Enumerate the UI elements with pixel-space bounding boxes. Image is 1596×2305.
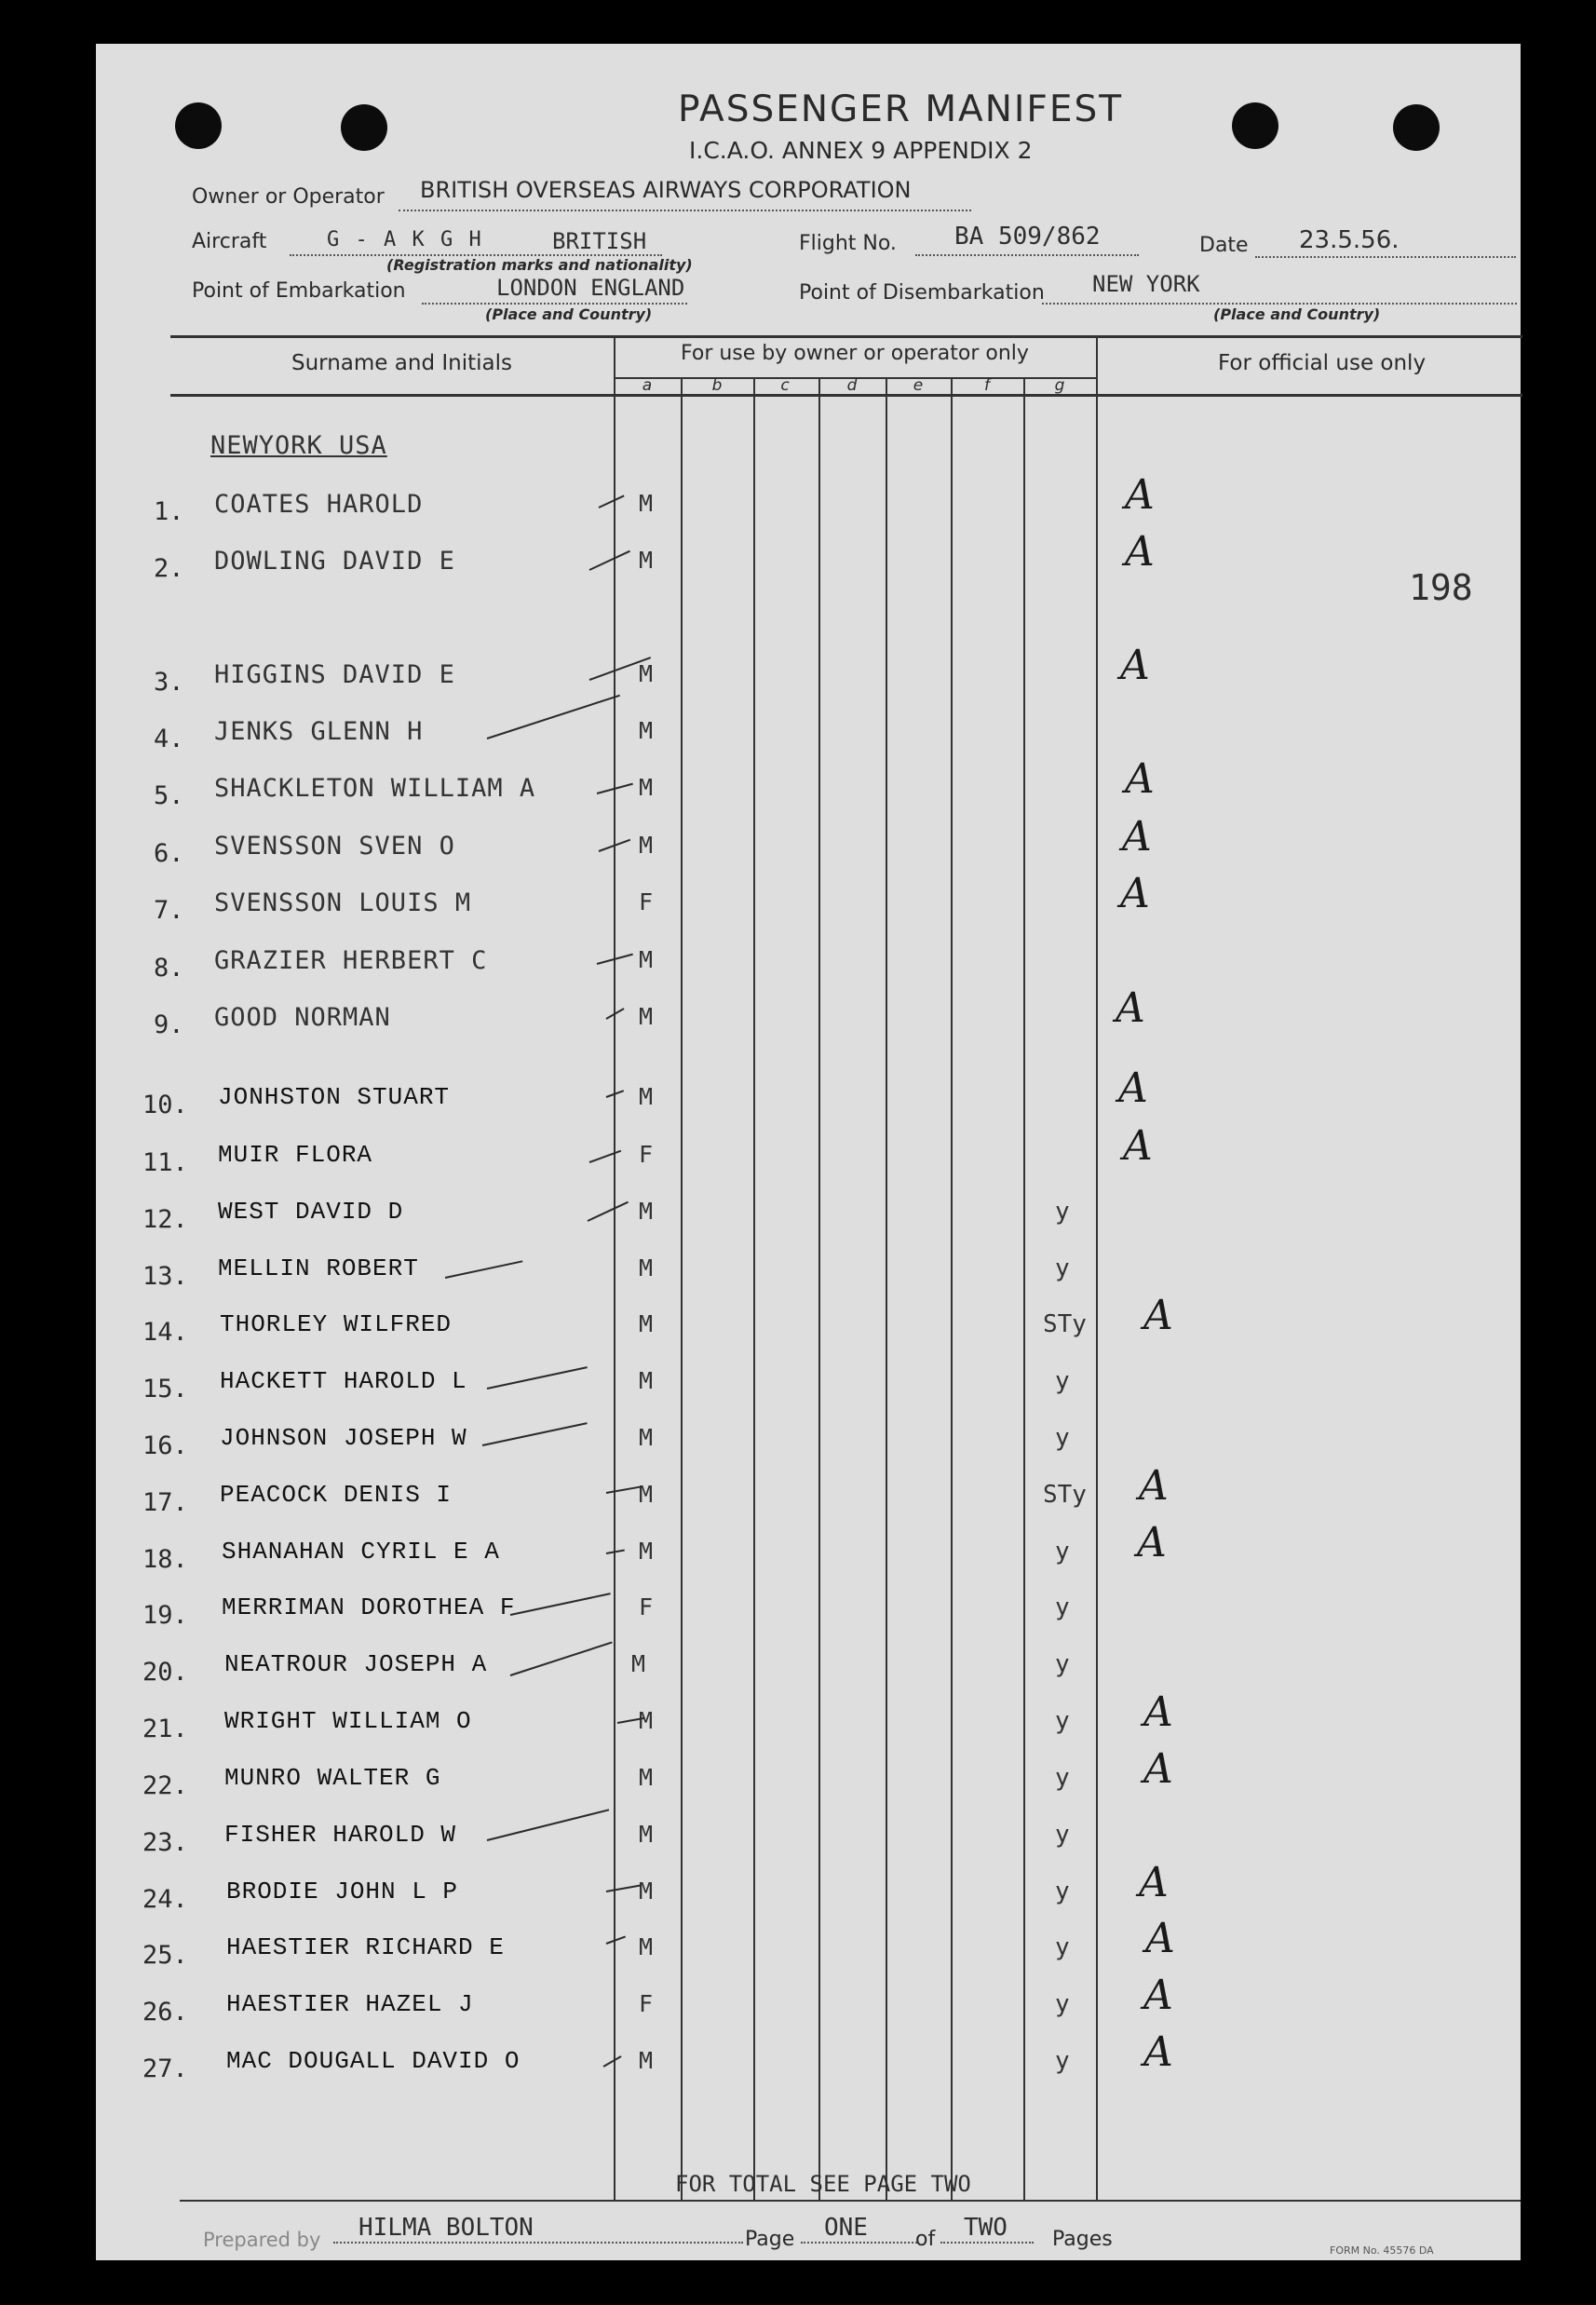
passenger-name: JONHSTON STUART <box>218 1083 451 1111</box>
passenger-sex: M <box>639 660 654 687</box>
row-number: 22. <box>142 1771 188 1800</box>
row-number: 21. <box>142 1715 188 1743</box>
tick-stroke <box>606 1884 642 1892</box>
official-mark: A <box>1137 1519 1167 1566</box>
passenger-name: DOWLING DAVID E <box>214 547 455 576</box>
passenger-sex: M <box>639 1538 654 1565</box>
official-mark: A <box>1125 471 1155 519</box>
tick-stroke <box>487 1809 609 1841</box>
registration-note: (Registration marks and nationality) <box>386 256 693 274</box>
official-mark: A <box>1125 528 1155 576</box>
aircraft-label: Aircraft <box>192 230 267 253</box>
column-g-value: y <box>1055 1593 1070 1621</box>
passenger-name: COATES HAROLD <box>214 490 424 519</box>
passenger-name: SHACKLETON WILLIAM A <box>214 774 536 803</box>
column-g-value: y <box>1055 1821 1070 1849</box>
row-number: 11. <box>142 1148 188 1177</box>
row-number: 15. <box>142 1375 188 1403</box>
column-letter: d <box>846 376 858 395</box>
row-number: 7. <box>154 896 184 925</box>
tick-stroke <box>589 1150 622 1163</box>
nationality-value: BRITISH <box>552 228 647 254</box>
passenger-name: SVENSSON LOUIS M <box>214 888 472 917</box>
passenger-sex: M <box>639 1878 654 1905</box>
manifest-sheet <box>96 44 1521 2260</box>
pages-label: Pages <box>1052 2228 1113 2251</box>
column-divider <box>681 377 683 2200</box>
column-g-value: y <box>1055 1367 1070 1395</box>
date-value: 23.5.56. <box>1299 226 1400 254</box>
column-g-value: y <box>1055 2047 1070 2075</box>
owner-dotted-line <box>399 210 971 211</box>
passenger-name: MUIR FLORA <box>218 1141 373 1169</box>
official-mark: A <box>1139 1462 1169 1510</box>
column-g-value: y <box>1055 1878 1070 1905</box>
passenger-name: WRIGHT WILLIAM O <box>224 1707 472 1735</box>
date-dotted-line <box>1255 256 1516 258</box>
passenger-sex: M <box>639 717 654 744</box>
official-mark: A <box>1120 870 1150 917</box>
embarkation-dotted-line <box>422 303 687 305</box>
sheet-number: 198 <box>1409 567 1473 608</box>
passenger-sex: M <box>639 832 654 859</box>
column-divider <box>818 377 820 2200</box>
passenger-name: BRODIE JOHN L P <box>226 1878 459 1905</box>
passenger-name: GOOD NORMAN <box>214 1003 391 1032</box>
embarkation-value: LONDON ENGLAND <box>496 275 685 301</box>
row-number: 25. <box>142 1941 188 1970</box>
prepared-by-label: Prepared by <box>203 2229 321 2251</box>
official-mark: A <box>1118 1064 1148 1112</box>
tick-stroke <box>487 695 620 739</box>
row-number: 6. <box>154 839 184 868</box>
column-divider <box>1096 335 1098 2200</box>
passenger-sex: M <box>639 1821 654 1848</box>
official-mark: A <box>1143 1745 1173 1793</box>
tick-stroke <box>482 1422 588 1446</box>
passenger-name: PEACOCK DENIS I <box>220 1481 453 1509</box>
tick-stroke <box>487 1366 588 1390</box>
tick-stroke <box>588 1201 629 1222</box>
passenger-sex: M <box>639 1707 654 1734</box>
disembarkation-dotted-line <box>1042 303 1517 305</box>
row-number: 8. <box>154 954 184 983</box>
official-mark: A <box>1123 1122 1153 1170</box>
passenger-sex: M <box>639 946 654 973</box>
column-g-value: y <box>1055 1254 1070 1282</box>
tick-stroke <box>589 550 630 571</box>
footer-rule <box>180 2200 1521 2202</box>
passenger-name: SVENSSON SVEN O <box>214 832 455 861</box>
passenger-sex: M <box>639 1367 654 1394</box>
column-g-value: y <box>1055 1990 1070 2018</box>
page-label: Page <box>745 2228 795 2251</box>
passenger-name: MERRIMAN DOROTHEA F <box>222 1593 516 1621</box>
punch-hole <box>341 104 387 151</box>
row-number: 23. <box>142 1828 188 1857</box>
passenger-name: NEATROUR JOSEPH A <box>224 1650 488 1678</box>
page-dotted-line <box>801 2242 917 2244</box>
passenger-sex: M <box>639 490 654 517</box>
passenger-sex: F <box>639 1593 654 1620</box>
column-g-value: y <box>1055 1707 1070 1735</box>
header-official-use: For official use only <box>1218 351 1427 375</box>
embarkation-label: Point of Embarkation <box>192 279 406 303</box>
row-number: 19. <box>142 1601 188 1630</box>
column-g-value: STy <box>1043 1481 1087 1509</box>
column-g-value: y <box>1055 1424 1070 1452</box>
column-g-value: y <box>1055 1764 1070 1792</box>
column-letter: c <box>780 376 790 395</box>
row-number: 24. <box>142 1885 188 1914</box>
column-g-value: y <box>1055 1650 1070 1678</box>
table-top-rule <box>170 335 1522 338</box>
column-g-value: STy <box>1043 1310 1087 1338</box>
passenger-sex: M <box>639 1198 654 1225</box>
column-divider <box>1023 377 1025 2200</box>
passenger-name: THORLEY WILFRED <box>220 1310 453 1338</box>
passenger-name: HAESTIER RICHARD E <box>226 1933 505 1961</box>
official-mark: A <box>1120 642 1150 689</box>
flight-dotted-line <box>915 254 1139 256</box>
section-heading: NEWYORK USA <box>210 431 387 460</box>
passenger-name: MELLIN ROBERT <box>218 1254 419 1282</box>
row-number: 12. <box>142 1205 188 1234</box>
passenger-name: HAESTIER HAZEL J <box>226 1990 474 2018</box>
passenger-name: MUNRO WALTER G <box>224 1764 441 1792</box>
owner-label: Owner or Operator <box>192 185 385 209</box>
header-surname: Surname and Initials <box>291 351 512 375</box>
official-mark: A <box>1143 1972 1173 2019</box>
row-number: 17. <box>142 1488 188 1517</box>
passenger-sex: M <box>639 547 654 574</box>
passenger-sex: F <box>639 1990 654 2017</box>
passenger-sex: M <box>639 1764 654 1791</box>
column-g-value: y <box>1055 1198 1070 1226</box>
punch-hole <box>175 102 222 149</box>
disembarkation-value: NEW YORK <box>1092 271 1200 297</box>
tick-stroke <box>599 495 625 508</box>
passenger-sex: M <box>639 1481 654 1508</box>
passenger-sex: F <box>639 888 654 915</box>
prepared-by-value: HILMA BOLTON <box>358 2214 534 2242</box>
row-number: 27. <box>142 2054 188 2083</box>
passenger-name: FISHER HAROLD W <box>224 1821 457 1849</box>
row-number: 26. <box>142 1998 188 2027</box>
disembarkation-note: (Place and Country) <box>1213 305 1381 323</box>
column-letter: b <box>711 376 723 395</box>
row-number: 16. <box>142 1431 188 1460</box>
punch-hole <box>1232 102 1278 149</box>
page-value: ONE <box>824 2214 868 2242</box>
of-label: of <box>915 2228 936 2251</box>
official-mark: A <box>1145 1915 1175 1962</box>
column-g-value: y <box>1055 1933 1070 1961</box>
column-divider <box>886 377 887 2200</box>
flight-value: BA 509/862 <box>954 223 1101 251</box>
official-mark: A <box>1143 2028 1173 2076</box>
column-letter: a <box>642 376 653 395</box>
passenger-sex: M <box>631 1650 646 1677</box>
flight-label: Flight No. <box>799 232 897 255</box>
passenger-sex: M <box>639 2047 654 2074</box>
passenger-name: HIGGINS DAVID E <box>214 660 455 689</box>
column-letter: f <box>984 376 990 395</box>
row-number: 10. <box>142 1091 188 1119</box>
total-note: FOR TOTAL SEE PAGE TWO <box>675 2171 971 2197</box>
row-number: 20. <box>142 1658 188 1687</box>
official-mark: A <box>1139 1859 1169 1906</box>
row-number: 1. <box>154 497 184 526</box>
passenger-sex: F <box>639 1141 654 1168</box>
tick-stroke <box>510 1642 613 1676</box>
owner-value: BRITISH OVERSEAS AIRWAYS CORPORATION <box>420 177 912 203</box>
passenger-sex: M <box>639 1424 654 1451</box>
tick-stroke <box>606 1936 626 1945</box>
row-number: 4. <box>154 725 184 753</box>
passenger-name: SHANAHAN CYRIL E A <box>222 1538 500 1566</box>
official-mark: A <box>1143 1688 1173 1736</box>
official-mark: A <box>1125 755 1155 803</box>
official-mark: A <box>1116 984 1145 1032</box>
column-letter: e <box>913 376 924 395</box>
passenger-name: GRAZIER HERBERT C <box>214 946 488 975</box>
embarkation-note: (Place and Country) <box>485 305 653 323</box>
column-g-value: y <box>1055 1538 1070 1566</box>
passenger-sex: M <box>639 1933 654 1960</box>
column-divider <box>614 335 615 2200</box>
tick-stroke <box>445 1260 523 1279</box>
column-letter: g <box>1054 376 1065 395</box>
of-dotted-line <box>940 2242 1034 2244</box>
passenger-sex: M <box>639 1254 654 1281</box>
row-number: 9. <box>154 1010 184 1039</box>
column-divider <box>951 377 953 2200</box>
date-label: Date <box>1199 234 1249 257</box>
of-value: TWO <box>964 2214 1008 2242</box>
passenger-sex: M <box>639 1310 654 1337</box>
punch-hole <box>1393 104 1440 151</box>
passenger-name: JENKS GLENN H <box>214 717 424 746</box>
passenger-name: HACKETT HAROLD L <box>220 1367 467 1395</box>
form-title: PASSENGER MANIFEST <box>678 88 1124 130</box>
passenger-sex: M <box>639 1083 654 1110</box>
form-number: FORM No. 45576 DA <box>1330 2244 1434 2257</box>
row-number: 13. <box>142 1262 188 1291</box>
passenger-name: WEST DAVID D <box>218 1198 404 1226</box>
tick-stroke <box>510 1593 611 1616</box>
passenger-name: MAC DOUGALL DAVID O <box>226 2047 521 2075</box>
disembarkation-label: Point of Disembarkation <box>799 281 1045 305</box>
passenger-sex: M <box>639 774 654 801</box>
header-owner-use: For use by owner or operator only <box>681 342 1029 365</box>
row-number: 18. <box>142 1545 188 1574</box>
row-number: 14. <box>142 1318 188 1347</box>
column-divider <box>753 377 755 2200</box>
row-number: 5. <box>154 781 184 810</box>
prepared-dotted-line <box>333 2242 743 2244</box>
tick-stroke <box>603 2055 622 2068</box>
form-subtitle: I.C.A.O. ANNEX 9 APPENDIX 2 <box>689 137 1033 164</box>
row-number: 3. <box>154 668 184 697</box>
passenger-name: JOHNSON JOSEPH W <box>220 1424 467 1452</box>
row-number: 2. <box>154 554 184 583</box>
aircraft-value: G - A K G H <box>327 228 483 251</box>
official-mark: A <box>1143 1292 1173 1339</box>
official-mark: A <box>1122 813 1152 861</box>
passenger-sex: M <box>639 1003 654 1030</box>
tick-stroke <box>606 1485 643 1494</box>
